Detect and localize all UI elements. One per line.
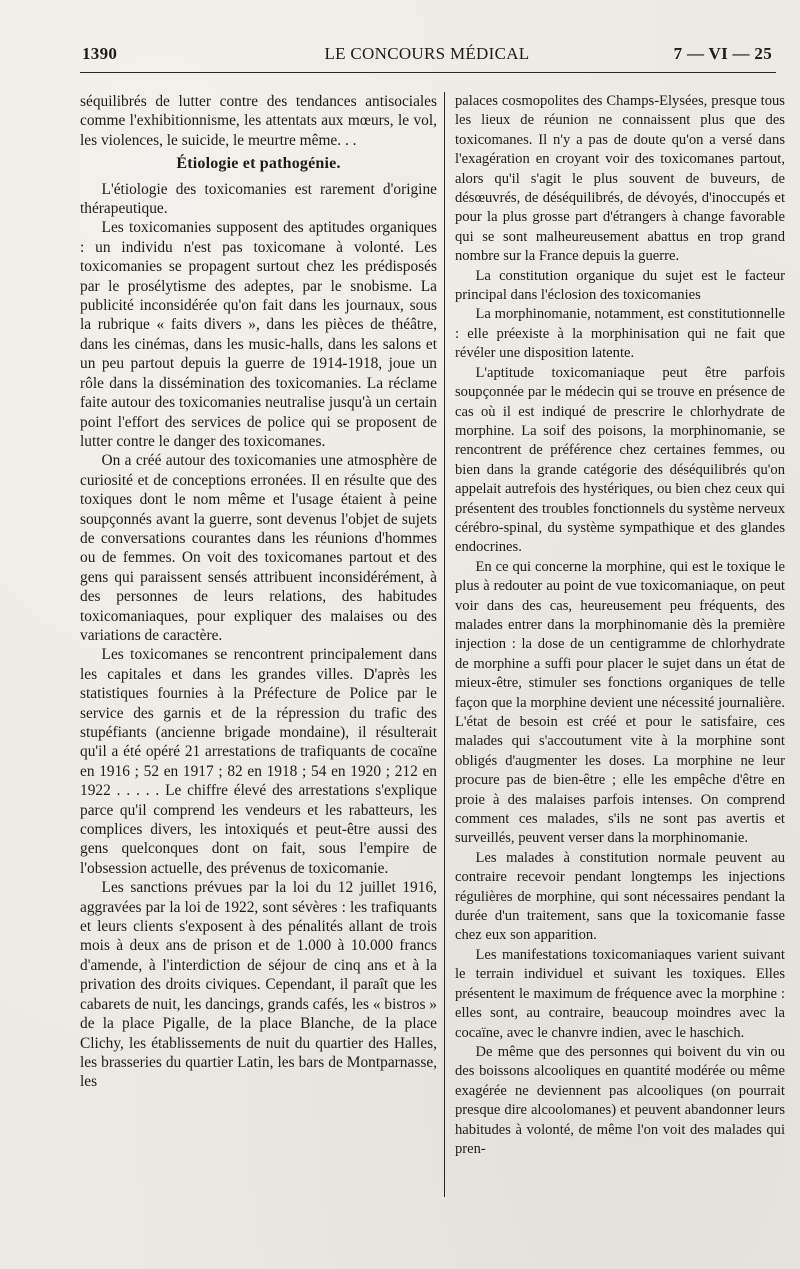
left-paragraph-4: Les toxicomanes se rencontrent principalement dans les capitales et dans les grandes villes. D'après les statistiques fournies à la Préfecture de Police par le service des garnis et de la répression du trafic des stupéfiants (ancienne brigade mondaine), il résulterait qu'il a été opéré 21 arrestations de trafiquants de cocaïne en 1916 ; 52 en 1917 ; 82 en 1918 ; 54 en 1920 ; 212 en 1922 . . . . . Le chiffre élevé des arrestations s'explique parce qu'il comprend les vendeurs et les rabatteurs, les complices divers, les intoxiqués et peut-être aussi des gens quelconques dont on fait, sous l'empire de l'obsession actuelle, des prévenus de toxicomanie. bbox=[80, 646, 437, 877]
right-paragraph-7: De même que des personnes qui boivent du vin ou des boissons alcooliques en quantité modérée ou même exagérée ne deviennent pas alcooliques (on pourrait presque dire alcoolomanes) et peuvent abandonner leurs habitudes à volonté, de même l'on voit des malades qui pren- bbox=[455, 1043, 785, 1157]
right-paragraph-6: Les manifestations toxicomaniaques varient suivant le terrain individuel et suivant les toxiques. Elles présentent le maximum de fréquence avec la morphine : elles sont, au contraire, beaucoup moindres avec la cocaïne, avec le chanvre indien, avec le haschich. bbox=[455, 946, 785, 1041]
left-paragraph-1: L'étiologie des toxicomanies est rarement d'origine thérapeutique. bbox=[80, 180, 437, 218]
right-column bbox=[455, 92, 785, 1159]
left-paragraph-2: Les toxicomanies supposent des aptitudes organiques : un individu n'est pas toxicomane à volonté. Les toxicomanies se propagent surtout chez les prédisposés par le prosélytisme des adeptes, par le snobisme. La publicité inconsidérée qu'on fait dans les journaux, sous la rubrique « faits divers », dans les pièces de théâtre, dans les cinémas, dans les music-halls, dans les salons et un peu partout depuis la guerre de 1914-1918, joue un rôle dans la dissémination des toxicomanies. La réclame faite autour des toxicomanies neutralise jusqu'à un certain point l'effort des services de police qui se proposent de lutter contre le danger des toxicomanes. bbox=[80, 219, 437, 450]
left-paragraph-5: Les sanctions prévues par la loi du 12 juillet 1916, aggravées par la loi de 1922, sont sévères : les trafiquants et leurs clients s'exposent à des pénalités allant de trois mois à deux ans de prison et de 1.000 à 10.000 francs d'amende, à l'interdiction de séjour de cinq ans et à la privation des droits civiques. Cependant, il paraît que les cabarets de nuit, les dancings, grands cafés, les « bistros » de la place Pigalle, de la place Blanche, de la place Clichy, les établissements de nuit du quartier des Halles, les brasseries du quartier Latin, les bars de Montparnasse, les bbox=[80, 879, 437, 1091]
right-paragraph-2: La morphinomanie, notamment, est constitutionnelle : elle préexiste à la morphinisation qui ne fait que révéler une disposition latente. bbox=[455, 306, 785, 362]
left-paragraph-3: On a créé autour des toxicomanies une atmosphère de curiosité et de conceptions erronées. Il en résulte que des toxiques dont le nom même et l'usage étaient à peine soupçonnés avant la guerre, sont devenus l'objet de sujets de conversations courantes dans les réunions d'hommes ou de femmes. On voit des toxicomanes partout et des gens qui paraissent sensés attribuent inconsidérément, à des personnes de leurs relations, des habitudes toxicomaniaques, pour expliquer des malaises ou des variations de caractère. bbox=[80, 452, 437, 644]
left-continuation-paragraph: séquilibrés de lutter contre des tendances antisociales comme l'exhibitionnisme, les attentats aux mœurs, le vol, les violences, le suicide, le meurtre même. . . bbox=[80, 93, 437, 149]
page-number: 1390 bbox=[82, 44, 118, 63]
left-column bbox=[80, 92, 437, 1092]
section-heading: Étiologie et pathogénie. bbox=[176, 155, 341, 173]
page-header bbox=[82, 44, 772, 74]
journal-title: LE CONCOURS MÉDICAL bbox=[324, 44, 530, 63]
right-paragraph-4: En ce qui concerne la morphine, qui est le toxique le plus à redouter au point de vue toxicomaniaque, on peut voir dans des cas, heureusement peu fréquents, des malades entrer dans la morphinomanie dès la première injection : la dose de un centigramme de chlorhydrate de morphine a suffi pour placer le sujet dans un état de mieux-être, stimuler ses fonctions organiques de telle façon que la morphine devient une nécessité journalière. L'état de besoin est créé et pour le satisfaire, ces malades qui s'accoutument vite à la morphine sont obligés d'augmenter les doses. La morphine ne leur procure pas de bien-être ; elle les empêche d'être en proie à des malaises parfois intenses. On comprend comment ces malades, s'ils ne sont pas avertis et surveillés, peuvent verser dans la morphinomanie. bbox=[455, 558, 785, 847]
right-paragraph-1: La constitution organique du sujet est le facteur principal dans l'éclosion des toxicomanies bbox=[455, 267, 785, 304]
issue-date: 7 — VI — 25 bbox=[673, 44, 772, 63]
right-continuation-paragraph: palaces cosmopolites des Champs-Elysées, presque tous les lieux de réunion ne connaissent plus que des toxicomanes. Il n'y a pas de doute qu'on a versé dans l'exagération en croyant voir des toxicomanes partout, alors qu'il s'agit le plus souvent de buveurs, de désœuvrés, de déséquilibrés, de dévoyés, d'inoccupés et pour la plus grosse part d'étrangers à change favorable qui se sont malheureusement abattus en trop grand nombre sur la France depuis la guerre. bbox=[455, 93, 785, 265]
header-rule bbox=[80, 72, 776, 73]
right-paragraph-3: L'aptitude toxicomaniaque peut être parfois soupçonnée par le médecin qui se trouve en présence de cas où il est indiqué de prescrire le chlorhydrate de morphine. La soif des poisons, la morphinomanie, se rencontrent de préférence chez certaines femmes, ou bien dans la grande catégorie des déséquilibrés qu'on appelait autrefois des hystériques, ou bien chez ceux qui présentent des troubles fonctionnels du système nerveux cérébro-spinal, du système sympathique et des glandes endocrines. bbox=[455, 364, 785, 556]
right-paragraph-5: Les malades à constitution normale peuvent au contraire recevoir pendant longtemps les injections régulières de morphine, qui sont nécessaires pendant la durée d'un traitement, sans que la toxicomanie fasse chez eux son apparition. bbox=[455, 849, 785, 944]
column-divider bbox=[444, 92, 445, 1197]
